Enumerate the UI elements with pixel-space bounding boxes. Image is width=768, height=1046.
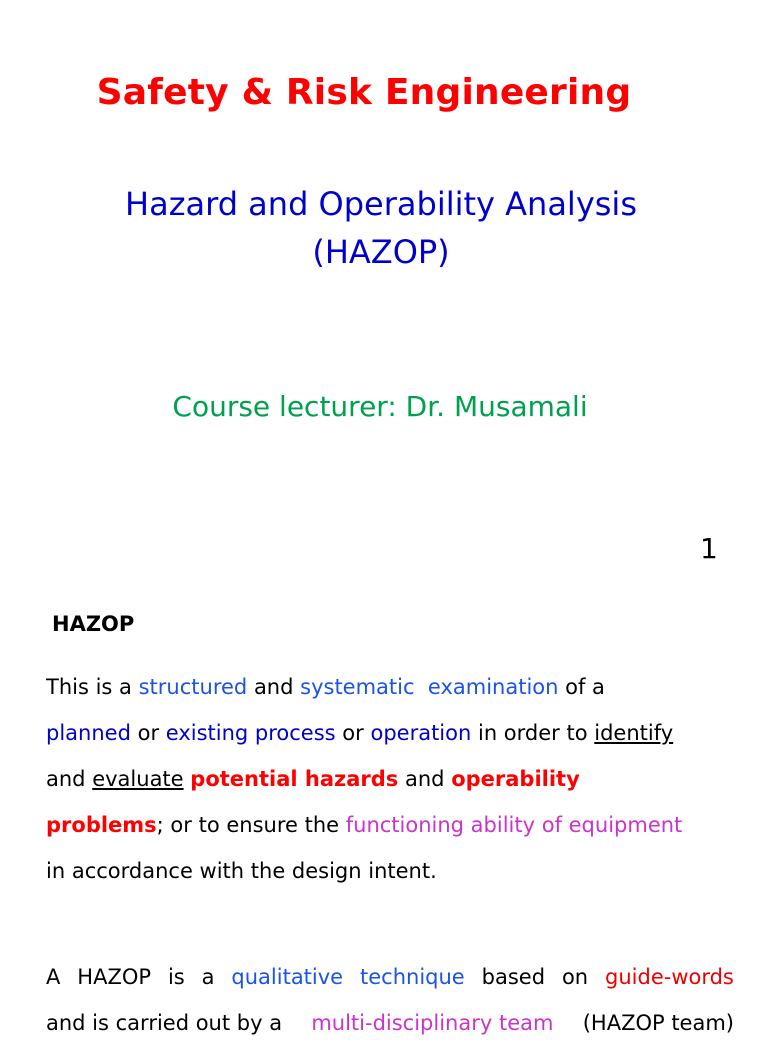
paragraph-line	[46, 802, 736, 848]
slide-title: Safety & Risk Engineering	[96, 72, 632, 113]
slide-subtitle-line1: Hazard and Operability Analysis	[125, 185, 637, 223]
keyword-technique: technique	[360, 965, 465, 989]
text-run: or	[342, 721, 364, 745]
text-run: in order to	[477, 721, 588, 745]
paragraph-line	[46, 954, 734, 1000]
text-run: and	[253, 675, 294, 699]
section-heading: HAZOP	[52, 612, 135, 636]
text-run: a	[201, 965, 215, 989]
paragraph-line	[46, 756, 736, 802]
text-run: ; or to ensure the	[156, 813, 340, 837]
text-run: of a	[565, 675, 605, 699]
text-run: based	[481, 965, 546, 989]
text-run: HAZOP	[77, 965, 152, 989]
paragraph-line	[46, 848, 736, 894]
keyword-operation: operation	[370, 721, 472, 745]
keyword-functioning-ability: functioning ability of equipment	[345, 813, 683, 837]
emphasis-operability: operability	[451, 767, 580, 791]
keyword-qualitative: qualitative	[231, 965, 344, 989]
paragraph-line	[46, 1000, 734, 1046]
keyword-planned: planned	[46, 721, 131, 745]
paragraph-line	[46, 664, 736, 710]
text-run: in accordance with the design intent.	[46, 859, 437, 883]
text-run: on	[561, 965, 589, 989]
keyword-structured: structured	[138, 675, 248, 699]
text-run: (HAZOP team)	[582, 1011, 734, 1035]
text-run: A	[46, 965, 61, 989]
text-run: is	[167, 965, 185, 989]
text-run: This is a	[46, 675, 132, 699]
keyword-multi-disciplinary-team: multi-disciplinary team	[311, 1011, 554, 1035]
emphasis-problems: problems	[46, 813, 157, 837]
emphasis-potential-hazards: potential hazards	[190, 767, 399, 791]
paragraph-definition	[46, 664, 736, 894]
course-lecturer: Course lecturer: Dr. Musamali	[172, 390, 588, 423]
keyword-systematic-examination: systematic examination	[300, 675, 559, 699]
keyword-existing-process: existing process	[165, 721, 336, 745]
slide-subtitle-line2: (HAZOP)	[312, 233, 450, 271]
text-run: and	[46, 767, 86, 791]
underlined-evaluate: evaluate	[92, 767, 184, 791]
paragraph-line	[46, 710, 736, 756]
page-number: 1	[700, 532, 718, 565]
text-run: or	[137, 721, 160, 745]
text-run: and	[404, 767, 445, 791]
underlined-identify: identify	[594, 721, 674, 745]
keyword-guide-words: guide-words	[605, 965, 734, 989]
paragraph-technique	[46, 954, 736, 1046]
text-run: and is carried out by a	[46, 1011, 283, 1035]
